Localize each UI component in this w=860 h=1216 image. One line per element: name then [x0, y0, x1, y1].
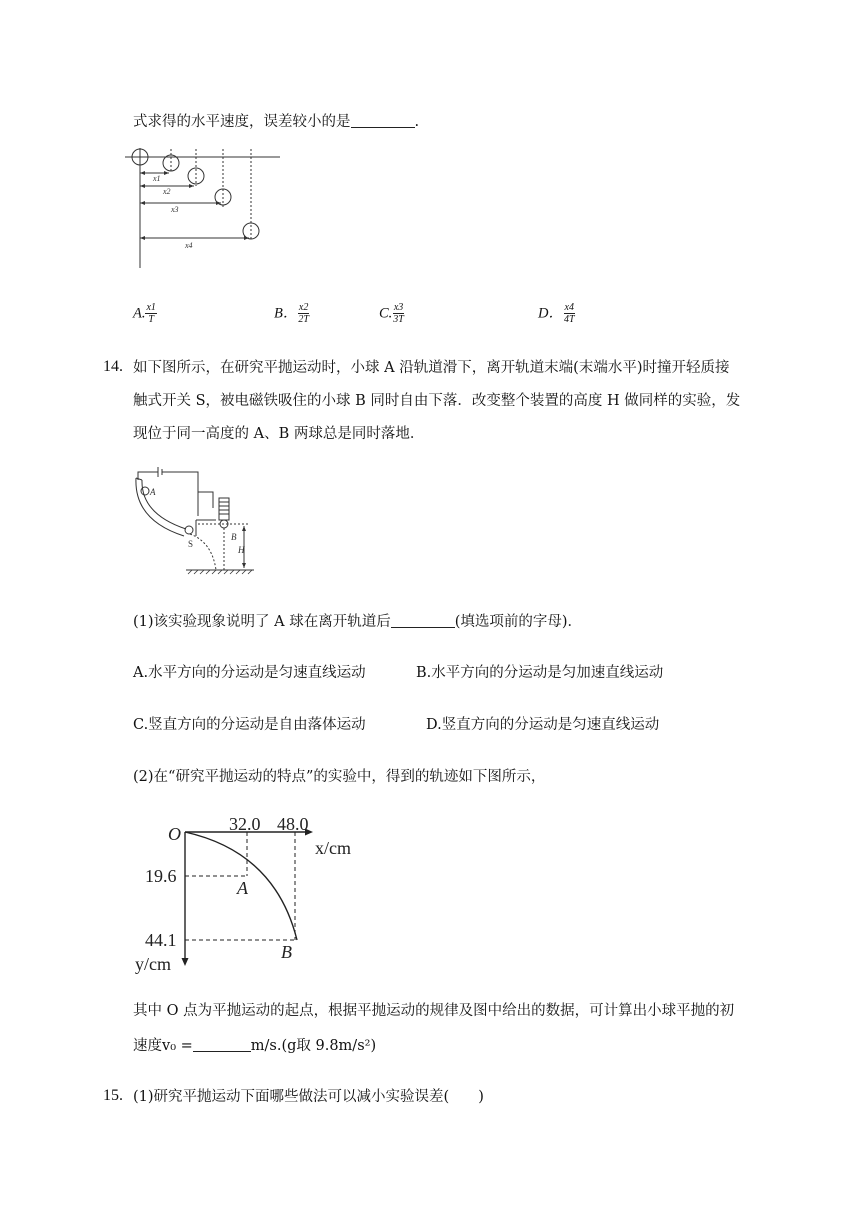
option-letter: D．	[538, 305, 563, 322]
graph-point-a-label: A	[237, 878, 248, 898]
q14-text-line-1: 如下图所示，在研究平抛运动时，小球 A 沿轨道滑下，离开轨道末端(末端水平)时撞开轻质接	[133, 360, 730, 376]
q15-number: 15.	[103, 1087, 123, 1104]
q13-fig-label-x4: x4	[185, 241, 193, 250]
q13-option-d[interactable]	[538, 302, 576, 325]
frac-numerator: x4	[564, 302, 574, 313]
q13-fig-label-x1: x1	[153, 174, 161, 183]
q14-sub1-suffix: (填选项前的字母)．	[454, 614, 583, 630]
q13-option-b[interactable]	[274, 302, 310, 325]
graph-origin-label: O	[168, 824, 181, 844]
q14-tail-line-2-suffix: m/s.(g取 9.8m/s²)	[250, 1038, 377, 1054]
q14-tail-line-2	[133, 1036, 376, 1056]
frac-denominator: T	[148, 314, 154, 325]
frac-denominator: 2T	[298, 314, 309, 325]
graph-y-tick-1: 19.6	[145, 866, 177, 886]
graph-x-tick-2: 48.0	[277, 814, 309, 834]
q14-tail-line-2-prefix: 速度v₀ =	[133, 1038, 193, 1054]
q14-sub1-prefix: (1)该实验现象说明了 A 球在离开轨道后	[133, 614, 391, 630]
q14-fig-label-s: S	[188, 539, 194, 549]
q14-text-line-2: 触式开关 S，被电磁铁吸住的小球 B 同时自由下落．改变整个装置的高度 H 做同样的实验，发	[133, 393, 741, 409]
q14-text-line-3: 现位于同一高度的 A、B 两球总是同时落地．	[133, 426, 425, 442]
q13-ball-figure	[125, 146, 285, 271]
q14-option-a[interactable]: A.水平方向的分运动是匀速直线运动	[133, 665, 366, 681]
q14-tail-line-1: 其中 O 点为平抛运动的起点，根据平抛运动的规律及图中给出的数据，可计算出小球平抛的初	[133, 1003, 735, 1019]
q13-option-c[interactable]	[379, 302, 405, 325]
option-letter: B．	[274, 305, 298, 322]
q14-option-c[interactable]: C.竖直方向的分运动是自由落体运动	[133, 717, 366, 733]
graph-y-tick-2: 44.1	[145, 930, 177, 950]
q13-fig-label-x3: x3	[171, 205, 179, 214]
q14-trajectory-graph	[135, 812, 365, 982]
frac-numerator: x2	[298, 302, 309, 313]
graph-x-axis-label: x/cm	[315, 838, 351, 858]
q14-option-d[interactable]: D.竖直方向的分运动是匀速直线运动	[426, 717, 660, 733]
q14-option-b[interactable]: B.水平方向的分运动是匀加速直线运动	[416, 665, 664, 681]
q15-text: (1)研究平抛运动下面哪些做法可以减小实验误差( )	[133, 1089, 484, 1105]
q14-fig-label-b: B	[231, 532, 237, 542]
frac-denominator: 4T	[563, 314, 575, 325]
graph-x-tick-1: 32.0	[229, 814, 261, 834]
q13-line-end: .	[414, 114, 420, 130]
graph-point-b-label: B	[281, 942, 292, 962]
q14-fig-label-h: H	[238, 545, 245, 555]
frac-denominator: 3T	[393, 314, 404, 325]
q13-answer-blank[interactable]	[351, 113, 415, 128]
q14-sub2: (2)在“研究平抛运动的特点”的实验中，得到的轨迹如下图所示，	[133, 769, 546, 785]
frac-numerator: x3	[393, 302, 404, 313]
option-letter: A.	[133, 305, 146, 322]
q13-fig-label-x2: x2	[163, 187, 171, 196]
q13-line-tail: 式求得的水平速度，误差较小的是	[133, 114, 351, 130]
q14-fig-label-a: A	[150, 487, 156, 497]
q14-number: 14.	[103, 358, 123, 375]
graph-y-axis-label: y/cm	[135, 954, 171, 974]
q14-sub1	[133, 612, 582, 632]
q14-apparatus-figure	[128, 458, 263, 578]
q14-velocity-answer-blank[interactable]	[193, 1037, 251, 1052]
q13-option-a[interactable]	[133, 302, 157, 325]
q14-sub1-answer-blank[interactable]	[391, 613, 455, 628]
frac-numerator: x1	[146, 302, 156, 313]
q13-text-line	[133, 112, 419, 132]
option-letter: C.	[379, 305, 393, 322]
